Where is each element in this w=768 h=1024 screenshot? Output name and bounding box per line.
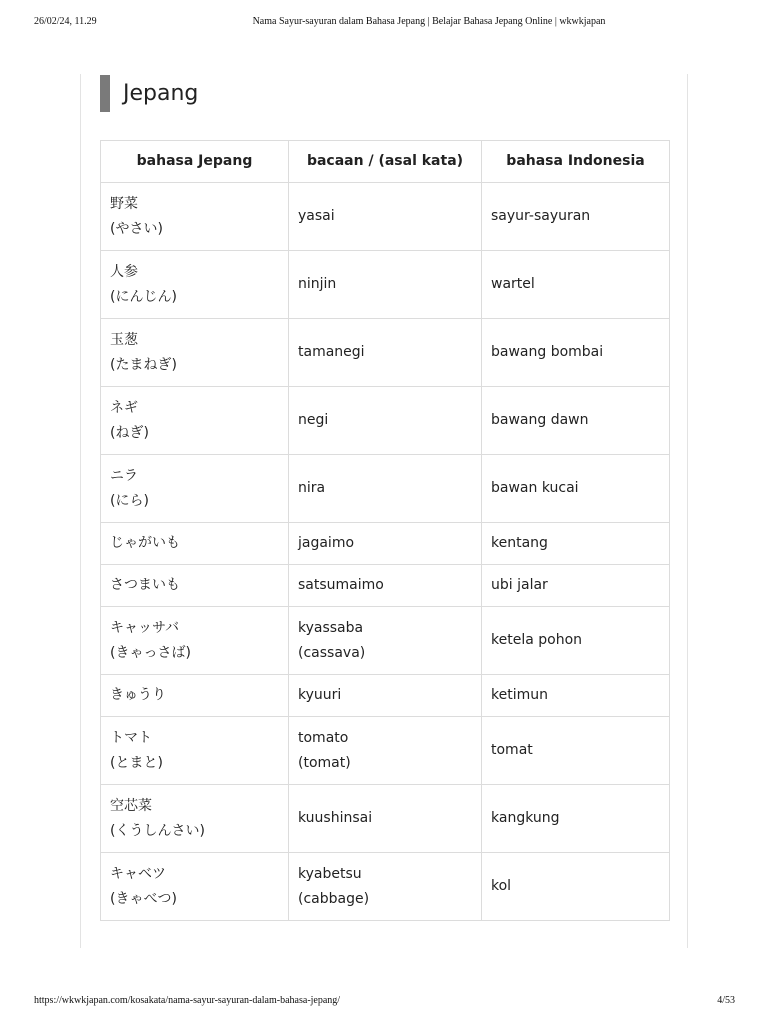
- reading-text: ninjin: [298, 276, 337, 292]
- japanese-text: (たまねぎ): [110, 356, 177, 373]
- cell-reading: [289, 717, 482, 785]
- indonesian-text: ubi jalar: [491, 577, 548, 593]
- indonesian-text: kol: [491, 878, 512, 894]
- indonesian-text: bawang bombai: [491, 344, 604, 360]
- table-row: [101, 251, 670, 319]
- japanese-text: さつまいも: [110, 577, 180, 593]
- vocabulary-table: [100, 140, 670, 921]
- japanese-text: (きゃっさば): [110, 644, 191, 661]
- reading-text: (tomat): [298, 754, 351, 771]
- cell-reading: [289, 251, 482, 319]
- section-heading-text: Jepang: [123, 80, 199, 106]
- japanese-text: (ねぎ): [110, 424, 149, 441]
- reading-text: jagaimo: [298, 535, 355, 551]
- cell-japanese: [101, 853, 289, 921]
- print-page-number: 4/53: [717, 995, 735, 1006]
- cell-japanese: [101, 455, 289, 523]
- print-datetime: 26/02/24, 11.29: [34, 16, 97, 27]
- table-row: [101, 853, 670, 921]
- column-header-indonesian: bahasa Indonesia: [482, 141, 670, 183]
- cell-indonesian: [482, 565, 670, 607]
- cell-indonesian: [482, 455, 670, 523]
- table-row: [101, 387, 670, 455]
- reading-text: tamanegi: [298, 344, 365, 360]
- cell-japanese: [101, 565, 289, 607]
- cell-reading: [289, 607, 482, 675]
- print-url: https://wkwkjapan.com/kosakata/nama-sayur-sayuran-dalam-bahasa-jepang/: [34, 995, 341, 1006]
- indonesian-text: ketela pohon: [491, 632, 583, 648]
- japanese-text: ニラ: [110, 467, 138, 484]
- table-row: [101, 675, 670, 717]
- indonesian-text: sayur-sayuran: [491, 208, 591, 224]
- print-page-title: Nama Sayur-sayuran dalam Bahasa Jepang | Belajar Bahasa Jepang Online | wkwkjapan: [252, 16, 606, 27]
- cell-reading: [289, 183, 482, 251]
- cell-indonesian: [482, 319, 670, 387]
- reading-text: kyassaba: [298, 619, 364, 636]
- table-row: [101, 565, 670, 607]
- cell-indonesian: [482, 785, 670, 853]
- reading-text: kyabetsu: [298, 865, 362, 882]
- indonesian-text: tomat: [491, 742, 533, 758]
- cell-indonesian: [482, 183, 670, 251]
- cell-japanese: [101, 251, 289, 319]
- indonesian-text: bawan kucai: [491, 480, 579, 496]
- japanese-text: きゅうり: [110, 687, 166, 703]
- table-row: [101, 607, 670, 675]
- japanese-text: (くうしんさい): [110, 822, 205, 839]
- cell-reading: [289, 387, 482, 455]
- japanese-text: 野菜: [110, 195, 138, 212]
- indonesian-text: kentang: [491, 535, 548, 551]
- cell-reading: [289, 675, 482, 717]
- table-row: [101, 785, 670, 853]
- japanese-text: (やさい): [110, 220, 163, 237]
- japanese-text: キャベツ: [110, 865, 166, 882]
- reading-text: negi: [298, 412, 329, 428]
- table-header-row: [101, 141, 670, 183]
- cell-japanese: [101, 319, 289, 387]
- column-header-reading: bacaan / (asal kata): [289, 141, 482, 183]
- table-row: [101, 523, 670, 565]
- table-row: [101, 319, 670, 387]
- table-body: [101, 183, 670, 921]
- japanese-text: (とまと): [110, 754, 163, 771]
- cell-japanese: [101, 675, 289, 717]
- reading-text: kyuuri: [298, 687, 342, 703]
- cell-reading: [289, 785, 482, 853]
- japanese-text: 人参: [110, 263, 138, 280]
- reading-text: nira: [298, 480, 326, 496]
- reading-text: tomato: [298, 729, 349, 746]
- cell-reading: [289, 853, 482, 921]
- cell-japanese: [101, 785, 289, 853]
- reading-text: satsumaimo: [298, 577, 384, 593]
- cell-japanese: [101, 717, 289, 785]
- cell-japanese: [101, 387, 289, 455]
- table-row: [101, 455, 670, 523]
- japanese-text: (にら): [110, 492, 149, 509]
- cell-indonesian: [482, 523, 670, 565]
- indonesian-text: kangkung: [491, 810, 560, 826]
- column-header-japanese: bahasa Jepang: [101, 141, 289, 183]
- japanese-text: (にんじん): [110, 288, 177, 305]
- cell-reading: [289, 319, 482, 387]
- cell-reading: [289, 565, 482, 607]
- japanese-text: ネギ: [110, 399, 138, 416]
- cell-indonesian: [482, 675, 670, 717]
- indonesian-text: ketimun: [491, 687, 548, 703]
- cell-indonesian: [482, 607, 670, 675]
- cell-indonesian: [482, 853, 670, 921]
- japanese-text: 玉葱: [110, 331, 138, 348]
- japanese-text: キャッサバ: [110, 619, 180, 636]
- cell-japanese: [101, 523, 289, 565]
- cell-indonesian: [482, 387, 670, 455]
- japanese-text: トマト: [110, 729, 152, 746]
- reading-text: kuushinsai: [298, 810, 373, 826]
- indonesian-text: bawang dawn: [491, 412, 589, 428]
- section-heading: [100, 75, 198, 112]
- cell-japanese: [101, 607, 289, 675]
- japanese-text: 空芯菜: [110, 797, 152, 814]
- cell-indonesian: [482, 251, 670, 319]
- table-row: [101, 183, 670, 251]
- indonesian-text: wartel: [491, 276, 535, 292]
- japanese-text: (きゃべつ): [110, 890, 177, 907]
- table-row: [101, 717, 670, 785]
- cell-reading: [289, 523, 482, 565]
- reading-text: (cassava): [298, 644, 366, 661]
- cell-indonesian: [482, 717, 670, 785]
- cell-japanese: [101, 183, 289, 251]
- heading-accent-bar: [100, 75, 110, 112]
- reading-text: (cabbage): [298, 890, 370, 907]
- cell-reading: [289, 455, 482, 523]
- japanese-text: じゃがいも: [110, 535, 180, 551]
- reading-text: yasai: [298, 208, 335, 224]
